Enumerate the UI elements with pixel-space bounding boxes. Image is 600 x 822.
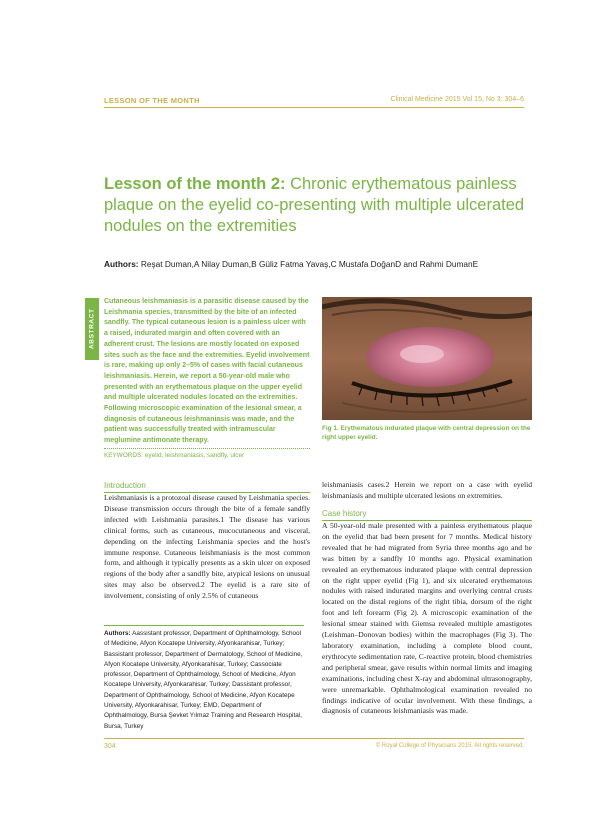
authors-label: Authors: <box>104 259 139 269</box>
introduction-text: Leishmaniasis is a protozoal disease caused by Leishmania species. Disease transmission occurs through the bite of a female sandfly infected with Leishmania parasites.1 The disease has various clinical forms, such as cutaneous, mucocutaneous and visceral, depending on the infecting Leishmania species and the host's immune response. Cutaneous leishmaniasis is the most common form, and although it typically presents as a skin ulcer on exposed regions of the body after a sandfly bite, atypical lesions on unusual sites may also be observed.2 The eyelid is a rare site of involvement, consisting of only 2.5% of cutaneous <box>104 493 310 601</box>
running-header-section: LESSON OF THE MONTH <box>104 96 200 105</box>
author-names: Reşat Duman,A Nilay Duman,B Güliz Fatma Yavaş,C Mustafa DoğanD and Rahmi DumanE <box>140 259 479 269</box>
author-line <box>104 259 534 269</box>
abstract <box>104 297 310 447</box>
introduction-heading: Introduction <box>104 481 310 493</box>
keywords-text: eyelid, leishmaniasis, sandfly, ulcer <box>144 452 245 459</box>
figure-1-eyelid-photo <box>322 297 532 420</box>
introduction-continuation: leishmaniasis cases.2 Herein we report on a case with eyelid leishmaniasis and multiple ulcerated lesions on extremities. <box>322 480 532 500</box>
copyright-notice: © Royal College of Physicians 2015. All rights reserved. <box>375 743 524 749</box>
case-history-heading: Case history <box>322 509 532 521</box>
page-number: 304 <box>104 743 116 750</box>
running-header-journal: Clinical Medicine 2015 Vol 15, No 3: 304–6 <box>390 96 524 103</box>
author-affiliations <box>104 625 304 732</box>
case-history-text: A 50-year-old male presented with a painless erythematous plaque on the eyelid that had been present for 7 months. Medical history revealed that he had migrated from Syria three months ago and he was bitten by a sandfly 10 months ago. Physical examination revealed an erythematous indurated plaque with central depression on the right upper eyelid (Fig 1), and six ulcerated erythematous nodules with raised indurated margins and overlying central crusts located on the distal regions of the right tibia, dorsum of the right foot and left forearm (Fig 2). A microscopic examination of the lesional smear stained with Giemsa revealed multiple amastigotes (Leishman–Donovan bodies) within the macrophages (Fig 3). The laboratory examination, including a complete blood count, erythrocyte sedimentation rate, C-reactive protein, blood chemistries and peripheral smear, gave results within normal limits and imaging examinations, including chest X-ray and abdominal ultrasonography, were unremarkable. Ophthalmological examination revealed no findings indicative of ocular involvement. With these findings, a diagnosis of cutaneous leishmaniasis was made. <box>322 521 532 716</box>
header-rule <box>104 107 524 108</box>
article-title <box>104 174 534 237</box>
title-rest: Chronic erythematous painless plaque on the eyelid co-presenting with multiple ulcerated nodules on the extremities <box>104 175 525 235</box>
abstract-text: Cutaneous leishmaniasis is a parasitic disease caused by the Leishmania species, transmitted by the bite of an infected sandfly. The typical cutaneous lesion is a painless ulcer with a raised, indurated margin and often covered with an adherent crust. The lesions are mostly located on exposed sites such as the face and the extremities. Eyelid involvement is rare, making up only 2–5% of cases with facial cutaneous leishmaniasis. Herein, we report a 50-year-old male who presented with an erythematous plaque on the upper eyelid and multiple ulcerated nodules located on the extremities. Following microscopic examination of the lesional smear, a diagnosis of cutaneous leishmaniasis was made, and the patient was successfully treated with intramuscular meglumine antimonate therapy. <box>104 298 310 445</box>
footer-rule <box>104 738 524 739</box>
abstract-tab: ABSTRACT <box>85 298 99 360</box>
affiliations-label: Authors: <box>104 630 131 637</box>
title-lead: Lesson of the month 2: <box>104 175 286 193</box>
affiliations-text: Aassistant professor, Department of Ophthalmology, School of Medicine, Afyon Kocatepe University, Afyonkarahisar, Turkey; Bassistant professor, Department of Dermatology, School of Medicine, Afyon Kocatepe University, Afyonkarahisar, Turkey; Cassociate professor, Department of Ophthalmology, School of Medicine, Afyon Kocatepe University, Afyonkarahisar, Turkey; Dassistant professor, Department of Ophthalmology, School of Medicine, Afyon Kocatepe University, Afyonkarahisar, Turkey; EMD, Department of Ophthalmology, Bursa Şevket Yılmaz Training and Research Hospital, Bursa, Turkey <box>104 630 303 730</box>
figure-1-caption: Fig 1. Erythematous indurated plaque with central depression on the right upper eyelid. <box>322 425 531 441</box>
keywords <box>104 448 310 459</box>
keywords-label: KEYWORDS: <box>104 452 144 459</box>
